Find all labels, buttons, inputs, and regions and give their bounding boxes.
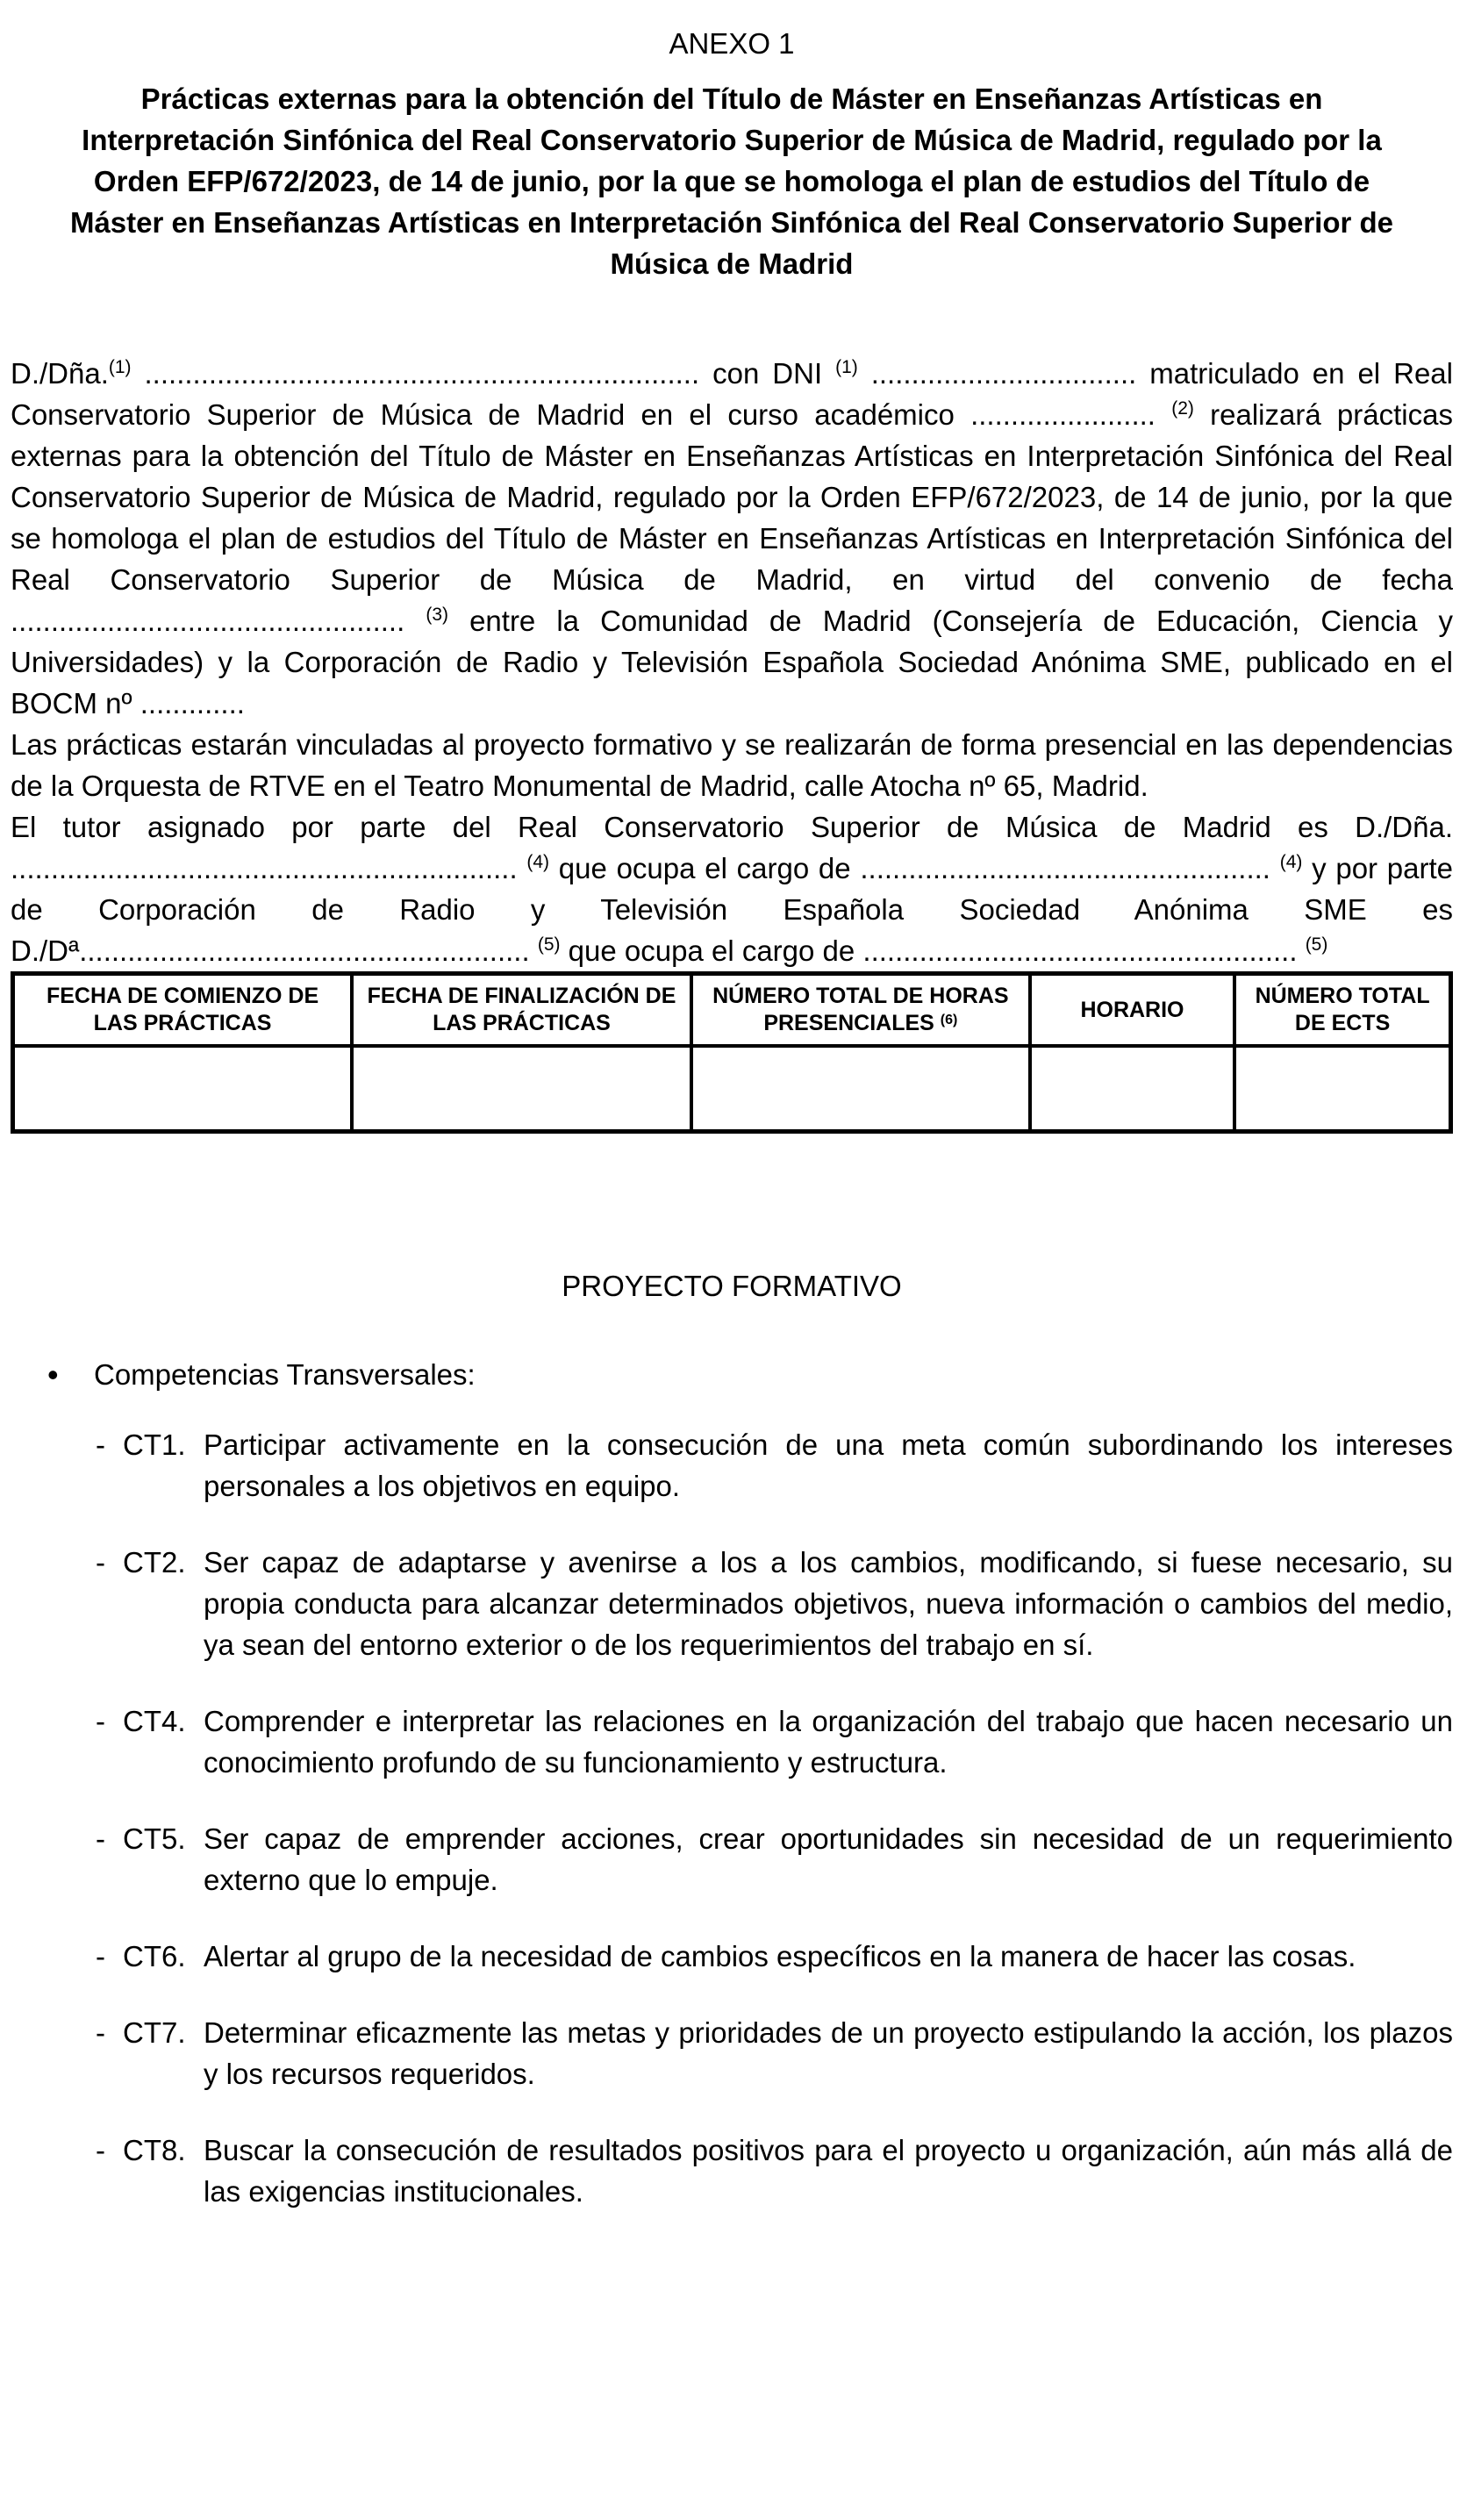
header-end-date <box>352 974 691 1047</box>
text-run: realizará prácticas externas para la obtención del Título de Máster en Enseñanzas Artísticas en Interpretación Sinfónica del Real Conservatorio Superior de Música de Madrid, regulado por la Orden EFP/672/2023, de 14 de junio, por la que se homologa el plan de estudios del Título de Máster en Enseñanzas Artísticas en Interpretación Sinfónica del Real Conservatorio Superior de Música de Madrid, en virtud del convenio de fecha ................................................. <box>11 398 1453 637</box>
ct2-text: Ser capaz de adaptarse y avenirse a los a los cambios, modificando, si fuese necesario, su propia conducta para alcanzar determinados objetivos, nueva información o cambios del medio, ya sean del entorno exterior o de los requerimientos del trabajo en sí. <box>204 1546 1453 1661</box>
footnote-ref: (4) <box>1279 852 1303 873</box>
header-total-hours <box>691 974 1030 1047</box>
ct1-text: Participar activamente en la consecución de una meta común subordinando los intereses personales a los objetivos en equipo. <box>204 1428 1453 1502</box>
text-run: que ocupa el cargo de ...................................................... <box>560 934 1306 967</box>
text-run: HORARIO <box>1080 997 1184 1022</box>
tutors-paragraph <box>11 806 1453 971</box>
list-item-ct5 <box>96 1818 1453 1901</box>
text-run: El tutor asignado por parte del Real Conservatorio Superior de Música de Madrid es D./Dña. ............................................................... <box>11 811 1453 884</box>
ct5-text: Ser capaz de emprender acciones, crear oportunidades sin necesidad de un requerimiento externo que lo empuje. <box>204 1822 1453 1896</box>
bullet-icon: • <box>47 1357 59 1392</box>
dash-marker: - <box>96 2134 105 2166</box>
cell-total-ects <box>1234 1046 1450 1132</box>
ct6-code: CT6. <box>123 1940 186 1972</box>
footnote-ref: (1) <box>108 357 132 378</box>
header-total-ects <box>1234 974 1450 1047</box>
header-schedule <box>1030 974 1234 1047</box>
text-run: y por parte de Corporación de Radio y Televisión Española Sociedad Anónima SME es D./Dª........................................................ <box>11 852 1454 967</box>
dash-marker: - <box>96 1822 105 1855</box>
ct7-text: Determinar eficazmente las metas y prioridades de un proyecto estipulando la acción, los plazos y los recursos requeridos. <box>204 2016 1453 2090</box>
list-item-ct8 <box>96 2130 1453 2212</box>
ct2-code: CT2. <box>123 1546 186 1579</box>
dash-marker: - <box>96 1705 105 1737</box>
document-title: Prácticas externas para la obtención del Título de Máster en Enseñanzas Artísticas en Interpretación Sinfónica del Real Conservatorio Superior de Música de Madrid, regulado por la Orden EFP/672/2023, de 14 de junio, por la que se homologa el plan de estudios del Título de Máster en Enseñanzas Artísticas en Interpretación Sinfónica del Real Conservatorio Superior de Música de Madrid <box>69 82 1394 280</box>
ct8-text: Buscar la consecución de resultados positivos para el proyecto u organización, aún más allá de las exigencias institucionales. <box>204 2134 1453 2208</box>
student-enrollment-paragraph <box>11 353 1453 724</box>
proyecto-formativo-heading: PROYECTO FORMATIVO <box>562 1270 902 1302</box>
footnote-ref: (4) <box>526 852 550 873</box>
text-run: que ocupa el cargo de ................................................... <box>549 852 1280 884</box>
footnote-ref: (5) <box>1305 934 1328 956</box>
dash-marker: - <box>96 1940 105 1972</box>
dash-marker: - <box>96 1546 105 1579</box>
footnote-ref: (6) <box>940 1012 958 1027</box>
practices-location-paragraph: Las prácticas estarán vinculadas al proyecto formativo y se realizarán de forma presencial en las dependencias de la Orquesta de RTVE en el Teatro Monumental de Madrid, calle Atocha nº 65, Madrid. <box>11 728 1453 802</box>
competencias-transversales-label: Competencias Transversales: <box>94 1358 476 1391</box>
footnote-ref: (3) <box>426 605 448 626</box>
table-empty-row <box>13 1046 1451 1132</box>
text-run: FECHA DE FINALIZACIÓN DE LAS PRÁCTICAS <box>367 984 676 1035</box>
competencias-transversales-item <box>47 1354 1453 1395</box>
footnote-ref: (5) <box>537 934 561 956</box>
cell-start-date <box>13 1046 353 1132</box>
cell-total-hours <box>691 1046 1030 1132</box>
text-run: NÚMERO TOTAL DE HORAS PRESENCIALES <box>712 984 1009 1035</box>
table-header-row <box>13 974 1451 1047</box>
text-run: ................................. matriculado en el Real Conservatorio Superior de Música de Madrid en el curso académico ....................... <box>11 357 1453 431</box>
list-item-ct7 <box>96 2012 1453 2094</box>
footnote-ref: (1) <box>835 357 858 378</box>
text-run: ..................................................................... con DNI <box>131 357 836 390</box>
dash-marker: - <box>96 2016 105 2049</box>
ct1-code: CT1. <box>123 1428 186 1461</box>
ct6-text: Alertar al grupo de la necesidad de cambios específicos en la manera de hacer las cosas. <box>204 1940 1356 1972</box>
ct7-code: CT7. <box>123 2016 186 2049</box>
ct4-code: CT4. <box>123 1705 186 1737</box>
header-start-date <box>13 974 353 1047</box>
cell-end-date <box>352 1046 691 1132</box>
ct4-text: Comprender e interpretar las relaciones en la organización del trabajo que hacen necesario un conocimiento profundo de su funcionamiento y estructura. <box>204 1705 1453 1779</box>
text-run: D./Dña. <box>11 357 109 390</box>
list-item-ct6 <box>96 1936 1453 1977</box>
list-item-ct2 <box>96 1542 1453 1665</box>
list-item-ct4 <box>96 1700 1453 1783</box>
annex-label: ANEXO 1 <box>669 27 795 60</box>
text-run: entre la Comunidad de Madrid (Consejería de Educación, Ciencia y Universidades) y la Corporación de Radio y Televisión Española Sociedad Anónima SME, publicado en el BOCM nº ............. <box>11 605 1453 719</box>
ct8-code: CT8. <box>123 2134 186 2166</box>
ct5-code: CT5. <box>123 1822 186 1855</box>
text-run: NÚMERO TOTAL DE ECTS <box>1255 984 1430 1035</box>
cell-schedule <box>1030 1046 1234 1132</box>
internship-details-table <box>11 971 1453 1134</box>
footnote-ref: (2) <box>1171 398 1194 419</box>
text-run: FECHA DE COMIENZO DE LAS PRÁCTICAS <box>46 984 319 1035</box>
list-item-ct1 <box>96 1424 1453 1507</box>
dash-marker: - <box>96 1428 105 1461</box>
